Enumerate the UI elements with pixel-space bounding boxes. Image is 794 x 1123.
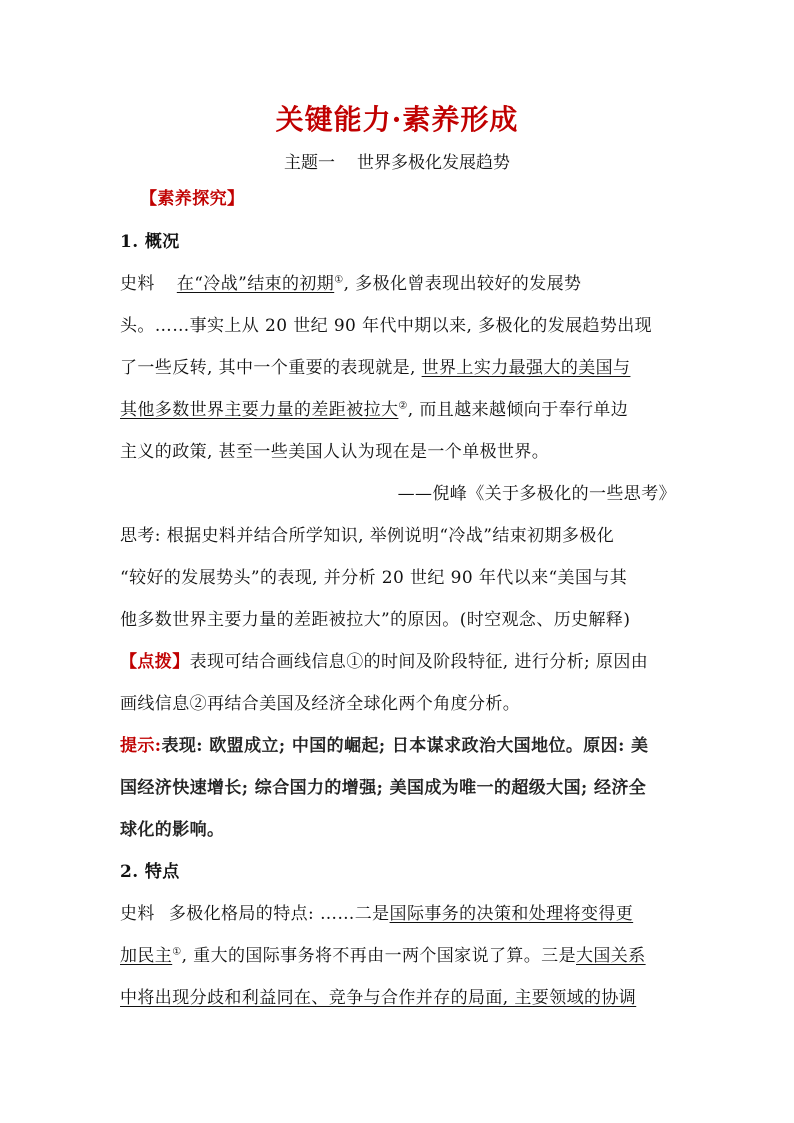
page-subtitle — [0, 148, 794, 173]
subtitle-topic-name: 世界多极化发展趋势 — [357, 153, 510, 173]
hint-line3: 球化的影响。 — [120, 820, 225, 840]
part1-material-line2: 头。……事实上从 20 世纪 90 年代中期以来, 多极化的发展趋势出现 — [120, 316, 653, 336]
part2-heading: 2. 特点 — [120, 862, 180, 882]
material-source: ——倪峰《关于多极化的一些思考》 — [397, 484, 676, 504]
material-label: 史料 — [120, 904, 155, 924]
section-tag: 【素养探究】 — [140, 189, 245, 209]
question-line2: “较好的发展势头”的表现, 并分析 20 世纪 90 年代以来“美国与其 — [120, 568, 628, 588]
part2-material-line2: 加民主①, 重大的国际事务将不再由一两个国家说了算。三是大国关系 — [120, 946, 646, 966]
question-line1: 思考: 根据史料并结合所学知识, 举例说明“冷战”结束初期多极化 — [120, 526, 615, 546]
part1-material-line3: 了一些反转, 其中一个重要的表现就是, 世界上实力最强大的美国与 — [120, 358, 631, 378]
annotation-marker: ② — [398, 400, 408, 412]
subtitle-topic-number: 主题一 — [284, 153, 335, 173]
part1-heading: 1. 概况 — [120, 232, 180, 252]
annotation-marker: ① — [172, 946, 182, 958]
material-label: 史料 — [120, 274, 155, 294]
underlined-phrase: 中将出现分歧和利益同在、竞争与合作并存的局面, 主要领域的协调 — [120, 988, 637, 1008]
part2-material-line1: 史料 多极化格局的特点: ……二是国际事务的决策和处理将变得更 — [120, 904, 634, 924]
tip-line2: 画线信息②再结合美国及经济全球化两个角度分析。 — [120, 694, 521, 714]
tip-label: 【点拨】 — [120, 652, 190, 672]
part2-material-line3 — [120, 986, 676, 1010]
part1-material-line4: 其他多数世界主要力量的差距被拉大②, 而且越来越倾向于奉行单边 — [120, 400, 629, 420]
underlined-phrase: 大国关系 — [576, 946, 646, 966]
annotation-marker: ① — [334, 274, 344, 286]
part1-material-line1: 史料 在“冷战”结束的初期①, 多极化曾表现出较好的发展势 — [120, 274, 582, 294]
underlined-phrase: 其他多数世界主要力量的差距被拉大 — [120, 400, 399, 420]
part1-material-line5: 主义的政策, 甚至一些美国人认为现在是一个单极世界。 — [120, 442, 550, 462]
tip-line1: 【点拨】表现可结合画线信息①的时间及阶段特征, 进行分析; 原因由 — [120, 652, 649, 672]
hint-line1: 提示:表现: 欧盟成立; 中国的崛起; 日本谋求政治大国地位。原因: 美 — [120, 736, 649, 756]
underlined-phrase: 加民主 — [120, 946, 173, 966]
hint-label: 提示: — [120, 736, 162, 756]
page-title: 关键能力·素养形成 — [275, 103, 519, 136]
underlined-phrase: 国际事务的决策和处理将变得更 — [389, 904, 634, 924]
underlined-phrase: 世界上实力最强大的美国与 — [421, 358, 631, 378]
hint-line2: 国经济快速增长; 综合国力的增强; 美国成为唯一的超级大国; 经济全 — [120, 778, 647, 798]
question-line3: 他多数世界主要力量的差距被拉大”的原因。(时空观念、历史解释) — [120, 610, 631, 630]
underlined-phrase: 在“冷战”结束的初期 — [176, 274, 335, 294]
